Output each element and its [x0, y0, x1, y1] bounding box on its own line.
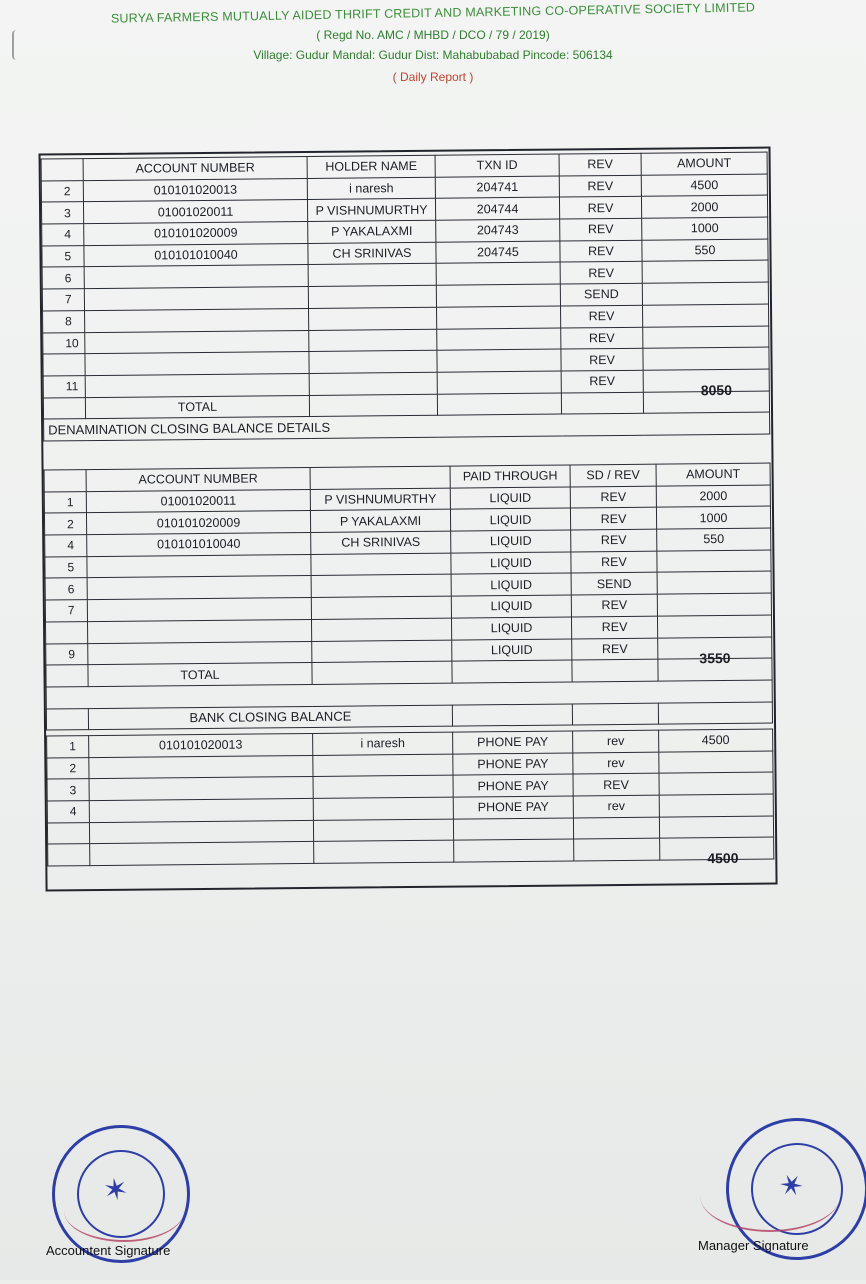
amount: 550 [657, 528, 771, 551]
row-number: 1 [47, 736, 89, 758]
amount: 4500 [641, 174, 767, 197]
paid-through: LIQUID [450, 487, 570, 510]
row-number: 4 [45, 535, 87, 557]
account-number [88, 641, 312, 665]
row-number: 3 [47, 779, 89, 801]
col-header-amount: AMOUNT [656, 463, 770, 486]
holder-name [313, 775, 453, 798]
row-number: 11 [43, 375, 85, 397]
account-number [87, 576, 311, 600]
holder-name: P VISHNUMURTHY [307, 199, 435, 222]
total-label: TOTAL [85, 395, 309, 419]
txn-id [437, 306, 561, 329]
transactions-table [41, 152, 771, 442]
amount [657, 593, 771, 616]
rev-status: REV [561, 327, 643, 349]
row-number: 3 [41, 202, 83, 224]
account-number [88, 619, 312, 643]
account-number: 010101010040 [84, 243, 308, 267]
account-number [87, 554, 311, 578]
row-number: 8 [43, 310, 85, 332]
account-number: 010101020013 [83, 178, 307, 202]
amount: 550 [642, 239, 768, 262]
payment-mode: PHONE PAY [453, 753, 573, 776]
paid-through: LIQUID [451, 530, 571, 553]
paid-through: LIQUID [451, 552, 571, 575]
sd-rev-status: REV [571, 594, 657, 617]
account-number [87, 598, 311, 622]
amount [643, 326, 769, 349]
sd-rev-status: REV [570, 508, 656, 531]
col-header-account: ACCOUNT NUMBER [86, 467, 310, 491]
holder-name: P YAKALAXMI [308, 220, 436, 243]
txn-id [437, 328, 561, 351]
transactions-body [41, 174, 769, 398]
account-number: 010101010040 [87, 533, 311, 557]
rev-status: REV [559, 197, 641, 219]
bank-balance-table [46, 729, 774, 867]
row-number: 5 [42, 245, 84, 267]
amount [642, 304, 768, 327]
amount [643, 347, 769, 370]
holder-name: CH SRINIVAS [311, 531, 451, 554]
manager-signature-label: Manager Signature [698, 1238, 809, 1253]
report-type: ( Daily Report ) [392, 70, 474, 84]
paid-through: LIQUID [451, 595, 571, 618]
txn-id [437, 371, 561, 394]
amount [659, 794, 773, 817]
sd-rev-status: REV [571, 616, 657, 639]
holder-name: P YAKALAXMI [310, 509, 450, 532]
star-emblem-icon: ✶ [100, 1171, 132, 1209]
account-number [85, 373, 309, 397]
account-number [84, 287, 308, 311]
accountant-signature-label: Accountent Signature [46, 1243, 171, 1258]
rev-status: REV [559, 175, 641, 197]
org-name: SURYA FARMERS MUTUALLY AIDED THRIFT CREDIT AND MARKETING CO-OPERATIVE SOCIETY LIMITED [110, 0, 756, 26]
account-number [89, 755, 313, 779]
holder-name [313, 754, 453, 777]
rev-status: rev [573, 752, 659, 775]
txn-id: 204744 [435, 197, 559, 220]
signature-scribble-right [700, 1160, 840, 1232]
holder-name [309, 372, 437, 395]
total-amount-2: 3550 [699, 649, 731, 667]
rev-status: REV [561, 348, 643, 370]
row-number: 2 [47, 757, 89, 779]
col-header-txn: TXN ID [435, 154, 559, 177]
account-number: 010101020009 [84, 222, 308, 246]
rev-status: REV [560, 262, 642, 284]
amount [659, 772, 773, 795]
account-number: 01001020011 [86, 489, 310, 513]
row-number: 2 [44, 513, 86, 535]
amount [642, 282, 768, 305]
rev-status: REV [560, 218, 642, 240]
account-number: 01001020011 [83, 200, 307, 224]
txn-id [436, 262, 560, 285]
amount: 1000 [642, 217, 768, 240]
account-number [84, 265, 308, 289]
account-number: 010101020013 [89, 733, 313, 757]
row-number: 10 [43, 332, 85, 354]
total-label: TOTAL [88, 663, 312, 687]
amount: 1000 [656, 506, 770, 529]
section3-title: BANK CLOSING BALANCE [88, 705, 452, 730]
payment-mode: PHONE PAY [453, 796, 573, 819]
payment-mode: PHONE PAY [453, 774, 573, 797]
holder-name [311, 596, 451, 619]
row-number: 9 [46, 643, 88, 665]
col-header-holder: HOLDER NAME [307, 155, 435, 178]
row-number: 5 [45, 556, 87, 578]
sd-rev-status: REV [570, 486, 656, 509]
paid-through: LIQUID [451, 573, 571, 596]
denomination-body [44, 485, 772, 665]
amount [659, 751, 773, 774]
holder-name [309, 307, 437, 330]
rev-status: REV [560, 305, 642, 327]
col-header-sd-rev: SD / REV [570, 464, 656, 487]
holder-name: CH SRINIVAS [308, 242, 436, 265]
address: Village: Gudur Mandal: Gudur Dist: Mahabubabad Pincode: 506134 [253, 48, 613, 62]
holder-name [308, 285, 436, 308]
holder-name [311, 575, 451, 598]
holder-name [309, 329, 437, 352]
amount: 2000 [641, 195, 767, 218]
star-emblem-icon: ✶ [773, 1166, 811, 1207]
row-number: 6 [42, 267, 84, 289]
row-number: 4 [42, 224, 84, 246]
amount: 2000 [656, 485, 770, 508]
amount [657, 571, 771, 594]
col-header-rev: REV [559, 153, 641, 175]
holder-name [313, 797, 453, 820]
sd-rev-status: SEND [571, 573, 657, 596]
sd-rev-status: REV [572, 638, 658, 661]
paid-through: LIQUID [450, 508, 570, 531]
row-number: 7 [42, 289, 84, 311]
denomination-table [44, 463, 773, 731]
col-header-blank [310, 466, 450, 489]
row-number: 6 [45, 578, 87, 600]
holder-name [308, 264, 436, 287]
row-number: 2 [41, 180, 83, 202]
amount: 4500 [659, 729, 773, 752]
holder-name [309, 350, 437, 373]
account-number [85, 308, 309, 332]
txn-id: 204741 [435, 176, 559, 199]
row-number [43, 354, 85, 376]
bank-balance-body [47, 729, 774, 823]
txn-id [436, 284, 560, 307]
amount [657, 615, 771, 638]
signature-scribble-left [64, 1180, 184, 1242]
amount [642, 260, 768, 283]
row-number: 4 [47, 801, 89, 823]
account-number [89, 777, 313, 801]
total-amount-3: 4500 [707, 849, 739, 867]
rev-status: REV [560, 240, 642, 262]
txn-id: 204745 [436, 241, 560, 264]
rev-status: SEND [560, 283, 642, 305]
holder-name [311, 618, 451, 641]
account-number [85, 330, 309, 354]
col-header-amount: AMOUNT [641, 152, 767, 175]
txn-id [437, 349, 561, 372]
paid-through: LIQUID [451, 617, 571, 640]
holder-name [311, 553, 451, 576]
amount [657, 550, 771, 573]
rev-status: rev [573, 795, 659, 818]
row-number: 7 [45, 600, 87, 622]
holder-name [312, 640, 452, 663]
holder-name: i naresh [313, 732, 453, 755]
rev-status: REV [573, 773, 659, 796]
holder-name: P VISHNUMURTHY [310, 488, 450, 511]
account-number [85, 352, 309, 376]
txn-id: 204743 [436, 219, 560, 242]
sd-rev-status: REV [571, 551, 657, 574]
holder-name: i naresh [307, 177, 435, 200]
row-number: 1 [44, 491, 86, 513]
total-amount-1: 8050 [700, 381, 733, 399]
account-number [89, 799, 313, 823]
registration-number: ( Regd No. AMC / MHBD / DCO / 79 / 2019) [316, 28, 550, 42]
paid-through: LIQUID [452, 638, 572, 661]
col-header-paid-through: PAID THROUGH [450, 465, 570, 488]
sd-rev-status: REV [571, 529, 657, 552]
col-header-account: ACCOUNT NUMBER [83, 156, 307, 180]
row-number [46, 621, 88, 643]
section2-title: DENAMINATION CLOSING BALANCE DETAILS [44, 412, 770, 441]
rev-status: REV [561, 370, 643, 392]
rev-status: rev [573, 730, 659, 753]
payment-mode: PHONE PAY [453, 731, 573, 754]
account-number: 010101020009 [86, 511, 310, 535]
